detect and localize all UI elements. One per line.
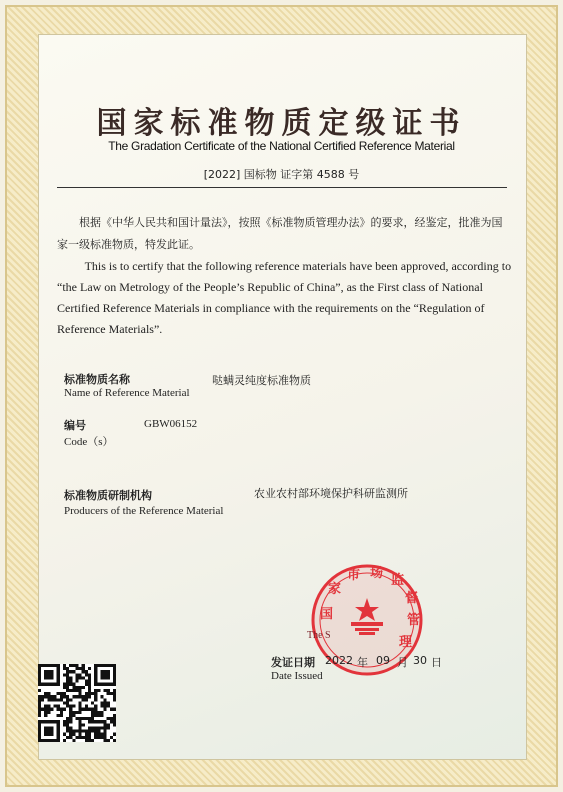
svg-text:监: 监 [391,573,405,588]
issue-date-month-unit: 月 [397,656,408,669]
qr-code-icon [38,664,116,742]
certificate-number: [2022] 国标物 证字第 4588 号 [203,168,360,181]
title-english: The Gradation Certificate of the National Certified Reference Material [108,139,455,153]
svg-text:国: 国 [320,607,334,622]
issue-date-day-unit: 日 [431,656,442,669]
body-text-english: This is to certify that the following reference materials have been approved, according to “the Law on Metrology of the People’s Republic of China”, as the First class of National Certified Reference Materials in compliance with the requirements on the “Regulation of Reference Materials”. [57,259,512,336]
producer-label-en: Producers of the Reference Material [64,505,224,517]
body-text-chinese: 根据《中华人民共和国计量法》，按照《标准物质管理办法》的要求，经鉴定，批准为国家一级标准物质，特发此证。 [57,216,503,251]
issue-date-day: 30 [413,654,427,667]
issue-date-year: 2022 [325,654,353,667]
code-value: GBW06152 [144,418,198,430]
svg-text:管: 管 [407,613,421,628]
divider-line [57,187,507,188]
svg-text:理: 理 [399,635,413,650]
name-value: 哒螨灵纯度标准物质 [212,374,311,387]
name-label-cn: 标准物质名称 [64,373,130,386]
svg-text:督: 督 [405,591,419,606]
issue-date-label-en: Date Issued [271,670,323,682]
code-label-en: Code（s） [64,436,114,448]
svg-text:市: 市 [347,568,361,583]
title-chinese: 国家标准物质定级证书 [96,106,467,141]
issuer-english: The S [307,630,331,641]
issue-date-label-cn: 发证日期 [271,656,315,669]
issue-date-month: 09 [376,654,390,667]
issue-date-year-unit: 年 [357,656,368,669]
producer-value: 农业农村部环境保护科研监测所 [254,487,408,500]
name-label-en: Name of Reference Material [64,387,190,399]
code-label-cn: 编号 [64,419,86,432]
svg-text:家: 家 [328,582,342,597]
producer-label-cn: 标准物质研制机构 [64,489,152,502]
svg-text:场: 场 [370,566,384,581]
